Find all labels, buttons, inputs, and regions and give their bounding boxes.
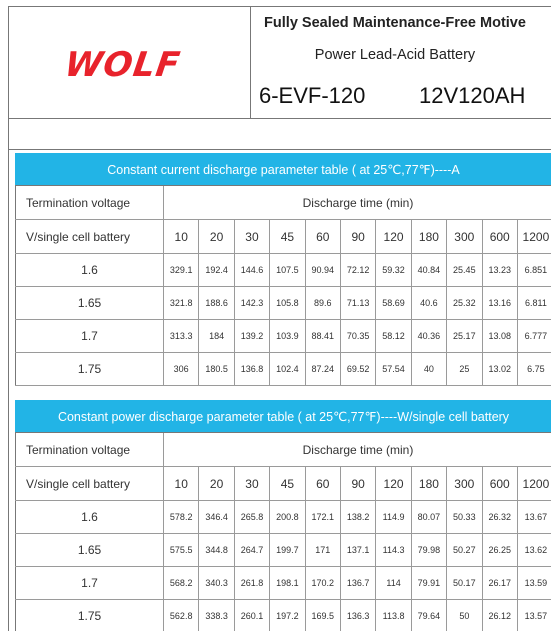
value-cell: 13.67 [524,512,548,522]
value-cell: 184 [199,320,234,352]
value-cell: 144.6 [235,254,270,286]
value-cell: 13.57 [524,611,548,621]
termination-voltage-cell: 1.6 [15,254,164,286]
spacer-row [9,118,551,150]
value-cell: 136.8 [235,353,270,385]
value-cell: 6.75 [527,364,545,374]
value-cell: 169.5 [306,600,341,631]
value-cell: 26.32 [483,501,518,533]
value-cell: 568.2 [164,567,199,599]
value-cell: 58.12 [376,320,411,352]
value-cell: 25.17 [447,320,482,352]
termination-voltage-cell: 1.7 [15,567,164,599]
value-cell: 80.07 [412,501,447,533]
value-cell: 13.62 [524,545,548,555]
title-cell [251,7,551,118]
value-cell: 70.35 [341,320,376,352]
cell-voltage-label: V/single cell battery [15,220,164,253]
termination-voltage-cell: 1.7 [15,320,164,352]
value-cell: 113.8 [376,600,411,631]
current-discharge-table [15,153,551,402]
value-cell: 69.52 [341,353,376,385]
value-cell: 260.1 [235,600,270,631]
value-cell: 107.5 [270,254,305,286]
termination-voltage-cell: 1.6 [15,501,164,533]
time-header-cell: 10 [164,467,199,500]
value-cell: 6.851 [524,265,548,275]
value-cell: 346.4 [199,501,234,533]
value-cell: 90.94 [306,254,341,286]
termination-voltage-label: Termination voltage [15,433,164,466]
power-discharge-table [15,400,551,631]
value-cell: 136.7 [341,567,376,599]
header [9,7,551,119]
value-cell: 40.36 [412,320,447,352]
time-header-cell: 120 [376,467,411,500]
value-cell: 105.8 [270,287,305,319]
time-header-cell: 60 [306,220,341,253]
discharge-time-label: Discharge time (min) [302,442,414,457]
termination-voltage-cell: 1.65 [15,534,164,566]
time-header-cell: 120 [376,220,411,253]
value-cell: 114 [376,567,411,599]
time-header-cell: 1200 [522,476,550,491]
logo-cell [9,7,251,118]
battery-spec-sheet [8,6,551,631]
value-cell: 59.32 [376,254,411,286]
time-header-row [15,467,551,501]
table-banner: Constant current discharge parameter table ( at 25℃,77℉)----A [15,153,551,186]
value-cell: 264.7 [235,534,270,566]
value-cell: 306 [164,353,199,385]
value-cell: 338.3 [199,600,234,631]
voltage-capacity-rating: 12V120AH [419,83,526,108]
table-row [15,254,551,287]
time-header-cell: 60 [306,467,341,500]
value-cell: 26.17 [483,567,518,599]
value-cell: 79.64 [412,600,447,631]
time-header-cell: 600 [483,467,518,500]
value-cell: 40 [412,353,447,385]
time-header-cell: 30 [235,467,270,500]
value-cell: 142.3 [235,287,270,319]
value-cell: 13.02 [483,353,518,385]
model-number: 6-EVF-120 [259,83,366,108]
value-cell: 57.54 [376,353,411,385]
value-cell: 188.6 [199,287,234,319]
time-header-cell: 1200 [522,229,550,244]
value-cell: 79.98 [412,534,447,566]
value-cell: 40.84 [412,254,447,286]
value-cell: 198.1 [270,567,305,599]
value-cell: 197.2 [270,600,305,631]
value-cell: 138.2 [341,501,376,533]
table-header-row [15,186,551,220]
value-cell: 265.8 [235,501,270,533]
value-cell: 6.777 [524,331,548,341]
time-header-cell: 20 [199,220,234,253]
value-cell: 171 [306,534,341,566]
value-cell: 50.17 [447,567,482,599]
value-cell: 89.6 [306,287,341,319]
value-cell: 137.1 [341,534,376,566]
value-cell: 71.13 [341,287,376,319]
value-cell: 50 [447,600,482,631]
value-cell: 172.1 [306,501,341,533]
value-cell: 88.41 [306,320,341,352]
table-row [15,600,551,631]
termination-voltage-cell: 1.75 [15,600,164,631]
value-cell: 58.69 [376,287,411,319]
value-cell: 139.2 [235,320,270,352]
time-header-row [15,220,551,254]
value-cell: 192.4 [199,254,234,286]
table-row [15,567,551,600]
table-banner: Constant power discharge parameter table ( at 25℃,77℉)----W/single cell battery [15,400,551,433]
table-row [15,287,551,320]
product-title-line2: Power Lead-Acid Battery [314,47,476,63]
termination-voltage-cell: 1.65 [15,287,164,319]
table-header-row [15,433,551,467]
time-header-cell: 300 [447,220,482,253]
cell-voltage-label: V/single cell battery [15,467,164,500]
value-cell: 562.8 [164,600,199,631]
value-cell: 25 [447,353,482,385]
value-cell: 321.8 [164,287,199,319]
value-cell: 26.12 [483,600,518,631]
table-row [15,320,551,353]
table-row [15,501,551,534]
value-cell: 313.3 [164,320,199,352]
termination-voltage-label: Termination voltage [15,186,164,219]
value-cell: 26.25 [483,534,518,566]
value-cell: 13.23 [483,254,518,286]
value-cell: 575.5 [164,534,199,566]
product-title-line1: Fully Sealed Maintenance-Free Motive [264,15,526,31]
value-cell: 13.59 [524,578,548,588]
value-cell: 40.6 [412,287,447,319]
value-cell: 102.4 [270,353,305,385]
value-cell: 13.08 [483,320,518,352]
time-header-cell: 90 [341,467,376,500]
time-header-cell: 45 [270,220,305,253]
termination-voltage-cell: 1.75 [15,353,164,385]
time-header-cell: 300 [447,467,482,500]
value-cell: 79.91 [412,567,447,599]
discharge-time-label: Discharge time (min) [302,195,414,210]
value-cell: 13.16 [483,287,518,319]
value-cell: 25.45 [447,254,482,286]
time-header-cell: 600 [483,220,518,253]
value-cell: 103.9 [270,320,305,352]
value-cell: 170.2 [306,567,341,599]
value-cell: 340.3 [199,567,234,599]
value-cell: 50.27 [447,534,482,566]
value-cell: 180.5 [199,353,234,385]
value-cell: 329.1 [164,254,199,286]
time-header-cell: 45 [270,467,305,500]
table-row [15,534,551,567]
value-cell: 87.24 [306,353,341,385]
value-cell: 25.32 [447,287,482,319]
value-cell: 136.3 [341,600,376,631]
value-cell: 114.9 [376,501,411,533]
brand-logo: WOLF [62,45,184,85]
time-header-cell: 180 [412,220,447,253]
value-cell: 578.2 [164,501,199,533]
value-cell: 261.8 [235,567,270,599]
value-cell: 114.3 [376,534,411,566]
value-cell: 199.7 [270,534,305,566]
time-header-cell: 20 [199,467,234,500]
time-header-cell: 10 [164,220,199,253]
table-row [15,353,551,386]
time-header-cell: 90 [341,220,376,253]
time-header-cell: 180 [412,467,447,500]
value-cell: 200.8 [270,501,305,533]
value-cell: 50.33 [447,501,482,533]
value-cell: 72.12 [341,254,376,286]
time-header-cell: 30 [235,220,270,253]
value-cell: 6.811 [524,298,547,308]
value-cell: 344.8 [199,534,234,566]
